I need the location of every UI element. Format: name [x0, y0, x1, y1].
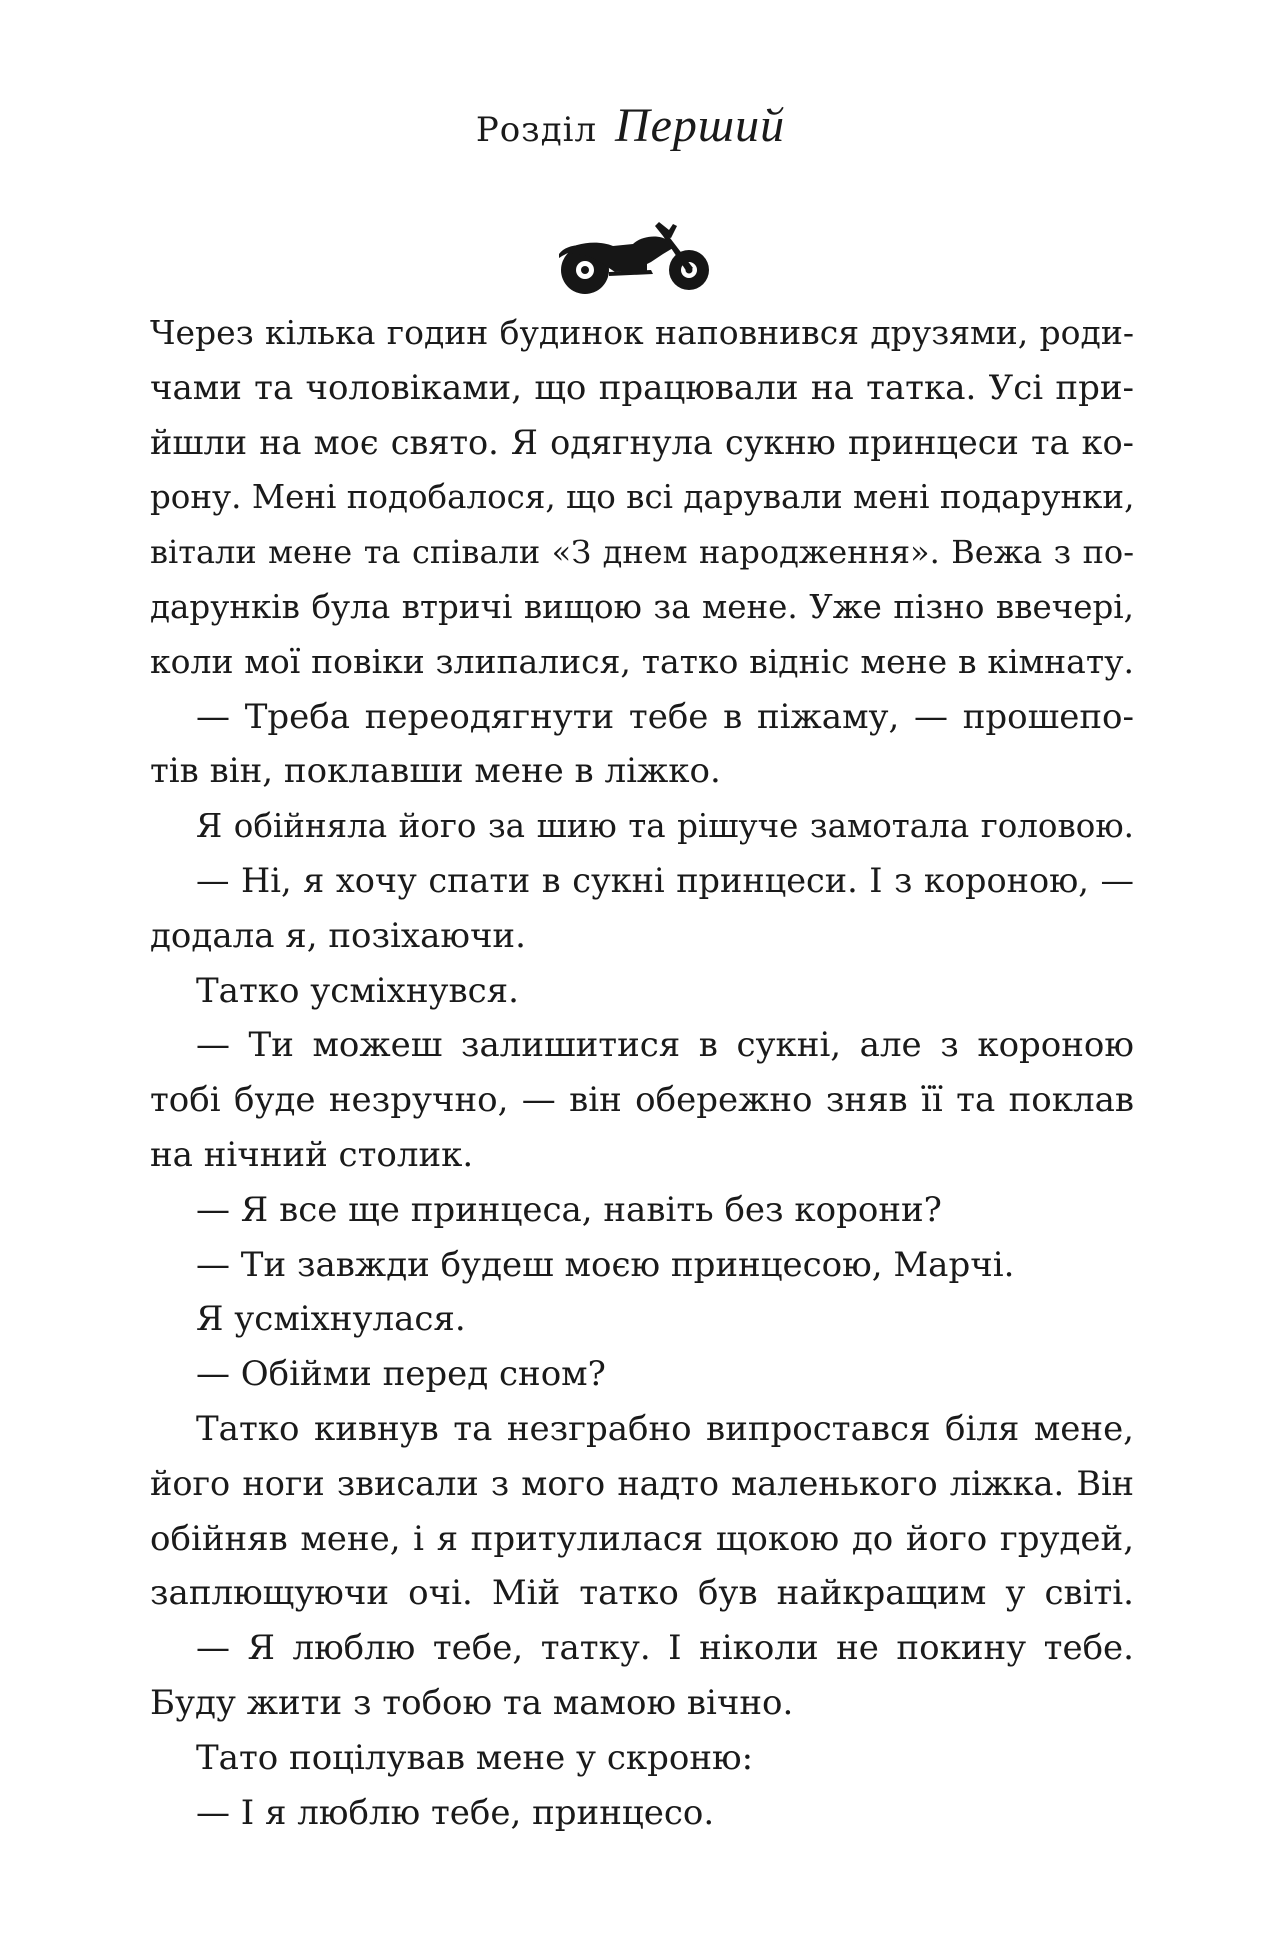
text-line: Я обійняла його за шию та рішуче замотала головою.: [196, 807, 1134, 846]
text-line: його ноги звисали з мого надто маленького ліжка. Він: [150, 1463, 1134, 1503]
text-line: Тато поцілував мене у скроню:: [196, 1737, 754, 1778]
body-text: [150, 306, 1134, 1840]
chapter-heading: [0, 98, 1261, 153]
text-line: йшли на моє свято. Я одягнула сукню принцеси та ко-: [150, 422, 1134, 462]
text-line: Через кілька годин будинок наповнився друзями, роди-: [150, 313, 1134, 352]
text-line: вітали мене та співали «З днем народження». Вежа з по-: [150, 533, 1134, 572]
text-line: чами та чоловіками, що працювали на татка. Усі при-: [150, 367, 1134, 408]
text-line: тів він, поклавши мене в ліжко.: [150, 751, 721, 792]
chapter-title-script: Перший: [614, 99, 786, 152]
text-line: — Ні, я хочу спати в сукні принцеси. І з короною, —: [196, 860, 1134, 900]
text-line: Татко усміхнувся.: [196, 970, 519, 1011]
text-line: — Я все ще принцеса, навіть без корони?: [196, 1189, 942, 1230]
text-line: — Ти завжди будеш моєю принцесою, Марчі.: [196, 1244, 1015, 1285]
text-line: обійняв мене, і я притулилася щокою до його грудей,: [150, 1518, 1134, 1559]
text-line: дарунків була втричі вищою за мене. Уже пізно ввечері,: [150, 587, 1134, 626]
chapter-label: Розділ: [475, 110, 598, 150]
text-line: — Обійми перед сном?: [196, 1354, 606, 1395]
text-line: — Я люблю тебе, татку. І ніколи не покину тебе.: [196, 1628, 1134, 1669]
motorcycle-icon: [555, 210, 715, 300]
text-line: Я усміхнулася.: [196, 1299, 466, 1340]
text-line: рону. Мені подобалося, що всі дарували мені подарунки,: [150, 478, 1135, 517]
text-line: — І я люблю тебе, принцесо.: [196, 1792, 715, 1833]
text-line: — Треба переодягнути тебе в піжаму, — прошепо-: [196, 696, 1134, 737]
text-line: коли мої повіки злипалися, татко відніс мене в кімнату.: [150, 641, 1134, 681]
text-line: Татко кивнув та незграбно випростався біля мене,: [196, 1408, 1134, 1449]
text-line: — Ти можеш залишитися в сукні, але з короною: [196, 1025, 1134, 1066]
text-line: додала я, позіхаючи.: [150, 915, 526, 956]
text-line: заплющуючи очі. Мій татко був найкращим у світі.: [150, 1573, 1134, 1614]
text-line: тобі буде незручно, — він обережно зняв її та поклав: [150, 1080, 1134, 1121]
text-line: на нічний столик.: [150, 1134, 474, 1175]
text-line: Буду жити з тобою та мамою вічно.: [150, 1682, 794, 1723]
